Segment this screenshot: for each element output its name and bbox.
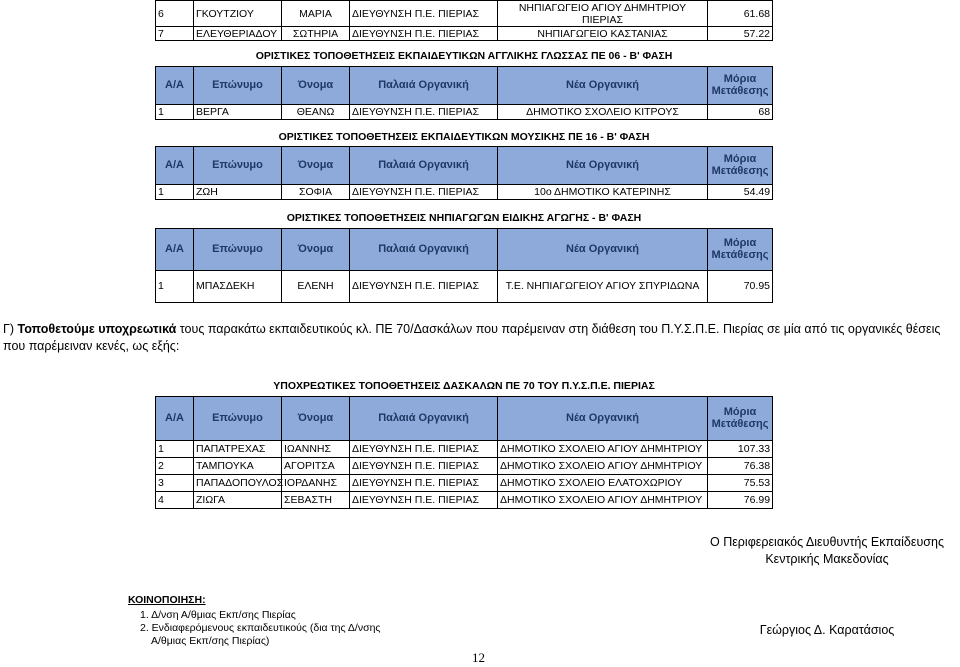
section-title: ΟΡΙΣΤΙΚΕΣ ΤΟΠΟΘΕΤΗΣΕΙΣ ΕΚΠΑΙΔΕΥΤΙΚΩΝ ΑΓΓΛΙΚΗΣ ΓΛΩΣΣΑΣ ΠΕ 06 - Β' ΦΑΣΗ: [156, 46, 773, 66]
old-org-cell: ΔΙΕΥΘΥΝΣΗ Π.Ε. ΠΙΕΡΙΑΣ: [350, 440, 498, 457]
surname-cell: ΖΙΩΓΑ: [194, 491, 282, 508]
aa-cell: 1: [156, 104, 194, 119]
aa-cell: 2: [156, 457, 194, 474]
aa-cell: 1: [156, 270, 194, 302]
surname-cell: ΖΩΗ: [194, 184, 282, 199]
aa-cell: 3: [156, 474, 194, 491]
paragraph-text: τους παρακάτω εκπαιδευτικούς κλ. ΠΕ 70/Δασκάλων που παρέμειναν στη διάθεση του Π.Υ.Σ.Π.Ε. Πιερίας σε μία από τις οργανικές θέσεις που παρέμειναν κενές, ως εξής:: [3, 322, 941, 353]
page-number: 12: [472, 650, 485, 665]
header-points: Μόρια Μετάθεσης: [708, 228, 773, 270]
header-new-org: Νέα Οργανική: [498, 228, 708, 270]
table-row: [156, 457, 773, 474]
section-title: ΟΡΙΣΤΙΚΕΣ ΤΟΠΟΘΕΤΗΣΕΙΣ ΝΗΠΙΑΓΩΓΩΝ ΕΙΔΙΚΗΣ ΑΓΩΓΗΣ - Β' ΦΑΣΗ: [156, 208, 773, 228]
special-education-table: [155, 208, 772, 303]
header-points: Μόρια Μετάθεσης: [708, 396, 773, 440]
header-aa: Α/Α: [156, 228, 194, 270]
surname-cell: ΤΑΜΠΟΥΚΑ: [194, 457, 282, 474]
header-name: Όνομα: [282, 396, 350, 440]
new-org-cell: ΔΗΜΟΤΙΚΟ ΣΧΟΛΕΙΟ ΑΓΙΟΥ ΔΗΜΗΤΡΙΟΥ: [498, 457, 708, 474]
director-title-line2: Κεντρικής Μακεδονίας: [765, 552, 889, 566]
points-cell: 54.49: [708, 184, 773, 199]
header-name: Όνομα: [282, 66, 350, 104]
section-title: ΟΡΙΣΤΙΚΕΣ ΤΟΠΟΘΕΤΗΣΕΙΣ ΕΚΠΑΙΔΕΥΤΙΚΩΝ ΜΟΥΣΙΚΗΣ ΠΕ 16 - Β' ΦΑΣΗ: [156, 128, 773, 146]
header-name: Όνομα: [282, 146, 350, 184]
new-org-cell: ΔΗΜΟΤΙΚΟ ΣΧΟΛΕΙΟ ΚΙΤΡΟΥΣ: [498, 104, 708, 119]
surname-cell: ΕΛΕΥΘΕΡΙΑΔΟΥ: [194, 27, 282, 41]
header-surname: Επώνυμο: [194, 146, 282, 184]
points-cell: 68: [708, 104, 773, 119]
points-cell: 70.95: [708, 270, 773, 302]
new-org-cell: 10ο ΔΗΜΟΤΙΚΟ ΚΑΤΕΡΙΝΗΣ: [498, 184, 708, 199]
name-cell: ΑΓΟΡΙΤΣΑ: [282, 457, 350, 474]
points-cell: 107.33: [708, 440, 773, 457]
header-aa: Α/Α: [156, 146, 194, 184]
aa-cell: 6: [156, 1, 194, 27]
list-item: 1. Δ/νση Α/θμιας Εκπ/σης Πιερίας: [140, 609, 296, 621]
name-cell: ΣΕΒΑΣΤΗ: [282, 491, 350, 508]
points-cell: 76.99: [708, 491, 773, 508]
table-row: [156, 440, 773, 457]
list-item: 2. Ενδιαφερόμενους εκπαιδευτικούς (δια της Δ/νσης: [140, 622, 381, 634]
header-old-org: Παλαιά Οργανική: [350, 396, 498, 440]
old-org-cell: ΔΙΕΥΘΥΝΣΗ Π.Ε. ΠΙΕΡΙΑΣ: [350, 491, 498, 508]
points-cell: 75.53: [708, 474, 773, 491]
old-org-cell: ΔΙΕΥΘΥΝΣΗ Π.Ε. ΠΙΕΡΙΑΣ: [350, 270, 498, 302]
new-org-cell: Τ.Ε. ΝΗΠΙΑΓΩΓΕΙΟΥ ΑΓΙΟΥ ΣΠΥΡΙΔΩΝΑ: [498, 270, 708, 302]
new-org-cell: ΔΗΜΟΤΙΚΟ ΣΧΟΛΕΙΟ ΑΓΙΟΥ ΔΗΜΗΤΡΙΟΥ: [498, 491, 708, 508]
old-org-cell: ΔΙΕΥΘΥΝΣΗ Π.Ε. ΠΙΕΡΙΑΣ: [350, 184, 498, 199]
points-cell: 61.68: [708, 1, 773, 27]
surname-cell: ΜΠΑΣΔΕΚΗ: [194, 270, 282, 302]
points-cell: 76.38: [708, 457, 773, 474]
director-title-line1: Ο Περιφερειακός Διευθυντής Εκπαίδευσης: [710, 535, 944, 549]
aa-cell: 7: [156, 27, 194, 41]
surname-cell: ΠΑΠΑΔΟΠΟΥΛΟΣ: [194, 474, 282, 491]
section-title: ΥΠΟΧΡΕΩΤΙΚΕΣ ΤΟΠΟΘΕΤΗΣΕΙΣ ΔΑΣΚΑΛΩΝ ΠΕ 70 ΤΟΥ Π.Υ.Σ.Π.Ε. ΠΙΕΡΙΑΣ: [156, 376, 773, 396]
paragraph-bold: Τοποθετούμε υποχρεωτικά: [17, 322, 177, 336]
old-org-cell: ΔΙΕΥΘΥΝΣΗ Π.Ε. ΠΙΕΡΙΑΣ: [350, 457, 498, 474]
aa-cell: 1: [156, 184, 194, 199]
header-surname: Επώνυμο: [194, 66, 282, 104]
new-org-cell: ΔΗΜΟΤΙΚΟ ΣΧΟΛΕΙΟ ΑΓΙΟΥ ΔΗΜΗΤΡΙΟΥ: [498, 440, 708, 457]
name-cell: ΣΩΤΗΡΙΑ: [282, 27, 350, 41]
old-org-cell: ΔΙΕΥΘΥΝΣΗ Π.Ε. ΠΙΕΡΙΑΣ: [350, 474, 498, 491]
header-row: [156, 66, 773, 104]
header-old-org: Παλαιά Οργανική: [350, 228, 498, 270]
header-new-org: Νέα Οργανική: [498, 396, 708, 440]
table-row: [156, 184, 773, 199]
name-cell: ΘΕΑΝΩ: [282, 104, 350, 119]
header-aa: Α/Α: [156, 396, 194, 440]
header-row: [156, 228, 773, 270]
header-old-org: Παλαιά Οργανική: [350, 66, 498, 104]
header-row: [156, 146, 773, 184]
table-row: [156, 104, 773, 119]
table-row: [156, 474, 773, 491]
notification-list: [140, 609, 381, 648]
surname-cell: ΓΚΟΥΤΖΙΟΥ: [194, 1, 282, 27]
header-aa: Α/Α: [156, 66, 194, 104]
name-cell: ΙΟΡΔΑΝΗΣ: [282, 474, 350, 491]
new-org-cell: ΝΗΠΙΑΓΩΓΕΙΟ ΑΓΙΟΥ ΔΗΜΗΤΡΙΟΥ ΠΙΕΡΙΑΣ: [498, 1, 708, 27]
old-org-cell: ΔΙΕΥΘΥΝΣΗ Π.Ε. ΠΙΕΡΙΑΣ: [350, 1, 498, 27]
surname-cell: ΒΕΡΓΑ: [194, 104, 282, 119]
notification-heading: ΚΟΙΝΟΠΟΙΗΣΗ:: [128, 594, 206, 606]
surname-cell: ΠΑΠΑΤΡΕΧΑΣ: [194, 440, 282, 457]
header-points: Μόρια Μετάθεσης: [708, 146, 773, 184]
header-points: Μόρια Μετάθεσης: [708, 66, 773, 104]
aa-cell: 4: [156, 491, 194, 508]
paragraph-prefix: Γ): [3, 322, 18, 336]
top-continuation-table: [155, 0, 772, 41]
english-teachers-table: [155, 46, 772, 120]
header-new-org: Νέα Οργανική: [498, 66, 708, 104]
music-teachers-table: [155, 128, 772, 200]
name-cell: ΕΛΕΝΗ: [282, 270, 350, 302]
table-row: [156, 27, 773, 41]
mandatory-placements-table: [155, 376, 772, 509]
old-org-cell: ΔΙΕΥΘΥΝΣΗ Π.Ε. ΠΙΕΡΙΑΣ: [350, 104, 498, 119]
header-surname: Επώνυμο: [194, 228, 282, 270]
new-org-cell: ΔΗΜΟΤΙΚΟ ΣΧΟΛΕΙΟ ΕΛΑΤΟΧΩΡΙΟΥ: [498, 474, 708, 491]
points-cell: 57.22: [708, 27, 773, 41]
name-cell: ΙΩΑΝΝΗΣ: [282, 440, 350, 457]
list-item: Α/θμιας Εκπ/σης Πιερίας): [151, 635, 270, 647]
aa-cell: 1: [156, 440, 194, 457]
header-new-org: Νέα Οργανική: [498, 146, 708, 184]
decision-paragraph: [3, 321, 960, 355]
name-cell: ΣΟΦΙΑ: [282, 184, 350, 199]
table-row: [156, 270, 773, 302]
director-name: Γεώργιος Δ. Καρατάσιος: [759, 623, 895, 637]
header-old-org: Παλαιά Οργανική: [350, 146, 498, 184]
table-row: [156, 491, 773, 508]
new-org-cell: ΝΗΠΙΑΓΩΓΕΙΟ ΚΑΣΤΑΝΙΑΣ: [498, 27, 708, 41]
name-cell: ΜΑΡΙΑ: [282, 1, 350, 27]
director-title: [700, 534, 954, 568]
header-name: Όνομα: [282, 228, 350, 270]
header-row: [156, 396, 773, 440]
old-org-cell: ΔΙΕΥΘΥΝΣΗ Π.Ε. ΠΙΕΡΙΑΣ: [350, 27, 498, 41]
table-row: [156, 1, 773, 27]
header-surname: Επώνυμο: [194, 396, 282, 440]
